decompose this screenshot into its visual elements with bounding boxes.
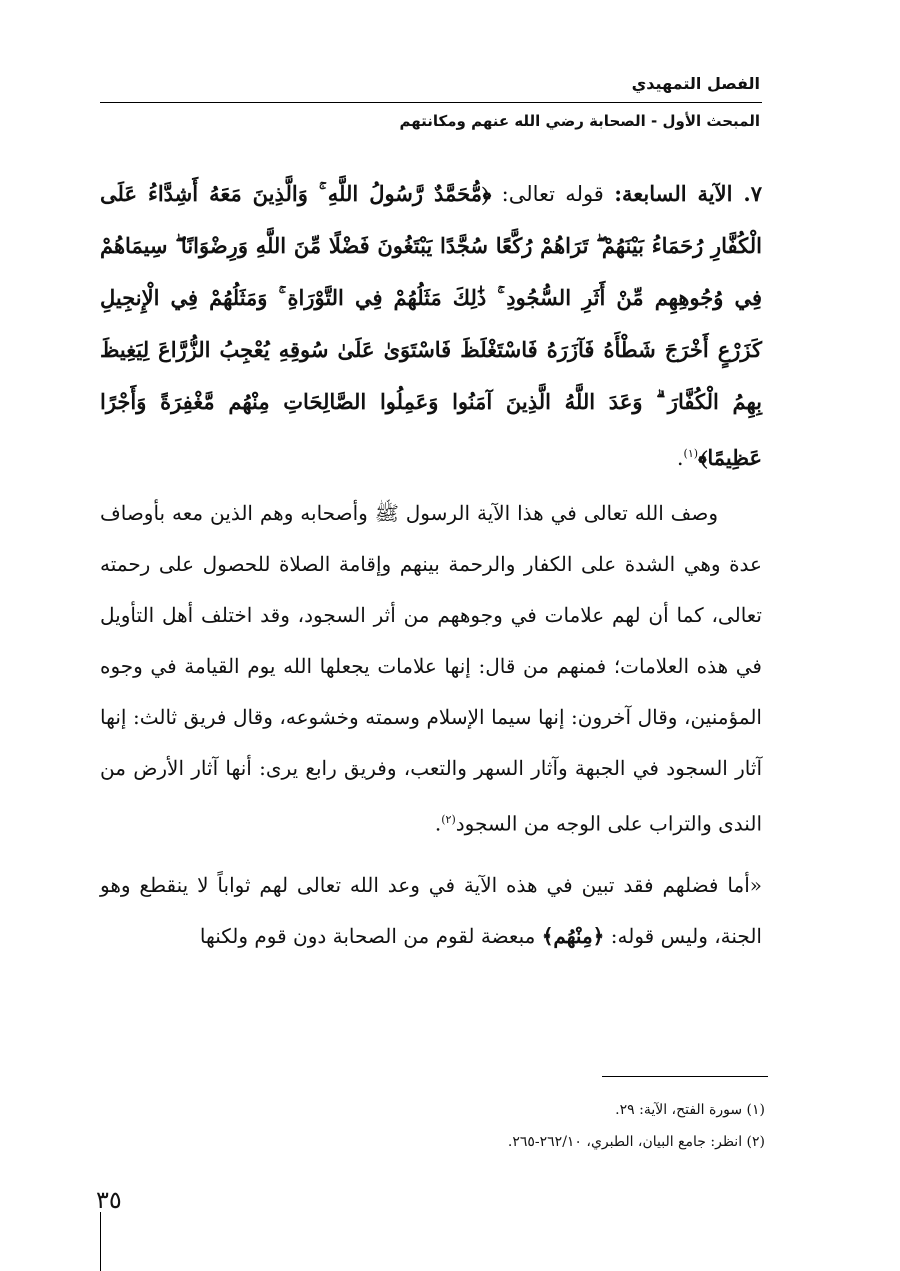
footnote-ref-2[interactable]: (٢)	[441, 813, 456, 826]
virtue-paragraph	[100, 860, 762, 962]
section-title: المبحث الأول - الصحابة رضي الله عنهم ومكانتهم	[399, 112, 760, 130]
margin-rule	[100, 1212, 101, 1271]
footnote-rule	[602, 1076, 768, 1077]
header-rule	[100, 102, 762, 103]
quran-word: ﴿مِنْهُم﴾	[541, 923, 605, 948]
verse-paragraph	[100, 168, 762, 484]
virtue-text-b: مبعضة لقوم من الصحابة دون قوم ولكنها	[199, 923, 536, 948]
footnotes	[100, 1094, 765, 1158]
footnote-ref-1[interactable]: (١)	[683, 447, 699, 460]
footnote-1: (١) سورة الفتح، الآية: ٢٩.	[615, 1102, 765, 1118]
verse-end: .	[676, 446, 684, 470]
quran-verse-text: ﴿مُّحَمَّدٌ رَّسُولُ اللَّهِ ۚ وَالَّذِينَ مَعَهُ أَشِدَّاءُ عَلَى الْكُفَّارِ رُحَمَاءُ بَيْنَهُمْ ۖ تَرَاهُمْ رُكَّعًا سُجَّدًا يَبْتَغُونَ فَضْلًا مِّنَ اللَّهِ وَرِضْوَانًا ۖ سِيمَاهُمْ فِي وُجُوهِهِم مِّنْ أَثَرِ السُّجُودِ ۚ ذَٰلِكَ مَثَلُهُمْ فِي التَّوْرَاةِ ۚ وَمَثَلُهُمْ فِي الْإِنجِيلِ كَزَرْعٍ أَخْرَجَ شَطْأَهُ فَآزَرَهُ فَاسْتَغْلَظَ فَاسْتَوَىٰ عَلَىٰ سُوقِهِ يُعْجِبُ الزُّرَّاعَ لِيَغِيظَ بِهِمُ الْكُفَّارَ ۗ وَعَدَ اللَّهُ الَّذِينَ آمَنُوا وَعَمِلُوا الصَّالِحَاتِ مِنْهُم مَّغْفِرَةً وَأَجْرًا عَظِيمًا﴾	[100, 181, 762, 470]
virtue-text-a: «أما فضلهم فقد تبين في هذه الآية في وعد الله تعالى لهم ثواباً لا ينقطع وهو الجنة، وليس قوله:	[100, 872, 762, 948]
page-number: ٣٥	[96, 1186, 122, 1214]
commentary-paragraph	[100, 488, 762, 850]
verse-intro: قوله تعالى:	[501, 182, 604, 206]
verse-label: ٧. الآية السابعة:	[614, 181, 762, 206]
chapter-title: الفصل التمهيدي	[631, 74, 760, 93]
page-body	[100, 168, 762, 962]
commentary-end: .	[434, 811, 442, 836]
footnote-2: (٢) انظر: جامع البيان، الطبري، ٢٦٢/١٠-٢٦٥.	[507, 1134, 765, 1150]
commentary-text: وصف الله تعالى في هذا الآية الرسول ﷺ وأصحابه وهم الذين معه بأوصاف عدة وهي الشدة على الكفار والرحمة بينهم وإقامة الصلاة للحصول على رحمته تعالى، كما أن لهم علامات في وجوههم من أثر السجود، وقد اختلف أهل التأويل في هذه العلامات؛ فمنهم من قال: إنها علامات يجعلها الله يوم القيامة في وجوه المؤمنين، وقال آخرون: إنها سيما الإسلام وسمته وخشوعه، وقال فريق ثالث: إنها آثار السجود في الجبهة وآثار السهر والتعب، وفريق رابع يرى: أنها آثار الأرض من الندى والتراب على الوجه من السجود	[100, 501, 762, 836]
